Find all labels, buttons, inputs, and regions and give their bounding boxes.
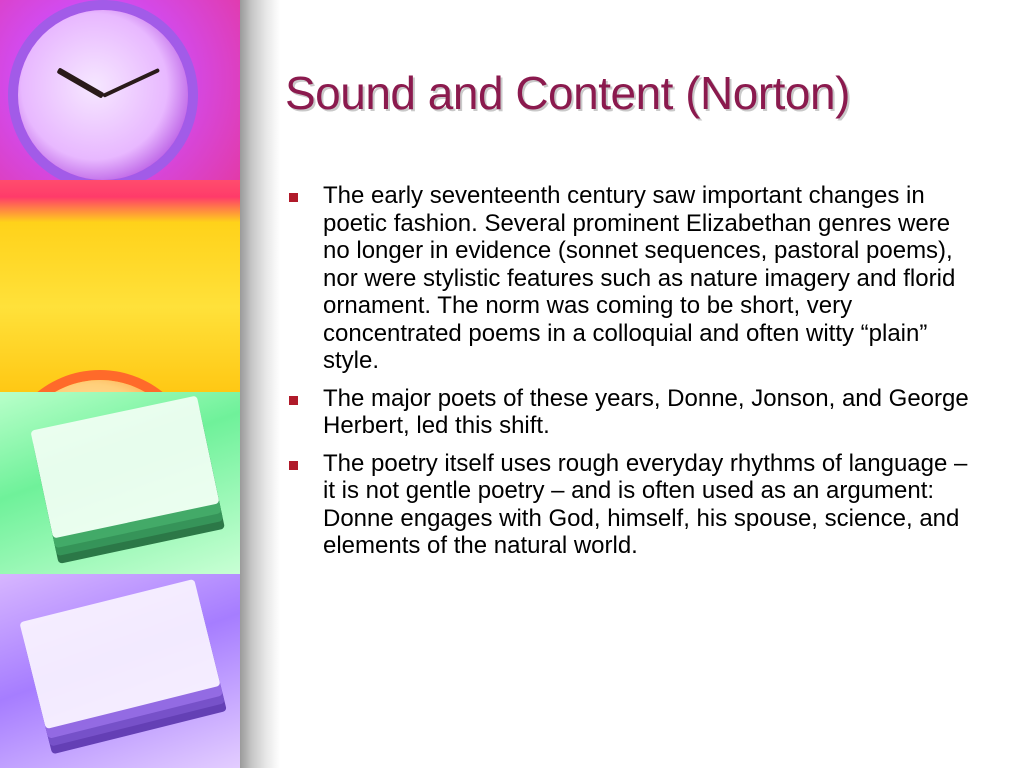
- slide-title: Sound and Content (Norton): [285, 67, 850, 119]
- square-bullet-icon: [289, 461, 298, 470]
- square-bullet-icon: [289, 193, 298, 202]
- book-stack-icon: [19, 579, 220, 729]
- bullet-item: [283, 450, 973, 560]
- green-books-image: [0, 392, 240, 574]
- strip-shadow: [240, 0, 280, 768]
- purple-clock-image: [0, 0, 240, 180]
- bullet-list: [283, 182, 973, 570]
- yellow-clock-image: [0, 180, 240, 392]
- bullet-item: [283, 385, 973, 440]
- bullet-text: The early seventeenth century saw important changes in poetic fashion. Several prominent Elizabethan genres were no longer in evidence (sonnet sequences, pastoral poems), nor were stylistic features such as nature imagery and florid ornament. The norm was coming to be short, very concentrated poems in a colloquial and often witty “plain” style.: [323, 182, 956, 374]
- bullet-text: The poetry itself uses rough everyday rhythms of language – it is not gentle poetry – and is often used as an argument: Donne engages with God, himself, his spouse, science, and elements of the natural world.: [323, 449, 968, 559]
- bullet-text: The major poets of these years, Donne, Jonson, and George Herbert, led this shift.: [323, 384, 969, 439]
- purple-books-image: [0, 574, 240, 768]
- bullet-item: [283, 182, 973, 375]
- clock-icon: [18, 10, 188, 180]
- clock-icon: [10, 380, 190, 392]
- decorative-image-strip: [0, 0, 240, 768]
- book-stack-icon: [30, 396, 219, 539]
- square-bullet-icon: [289, 396, 298, 405]
